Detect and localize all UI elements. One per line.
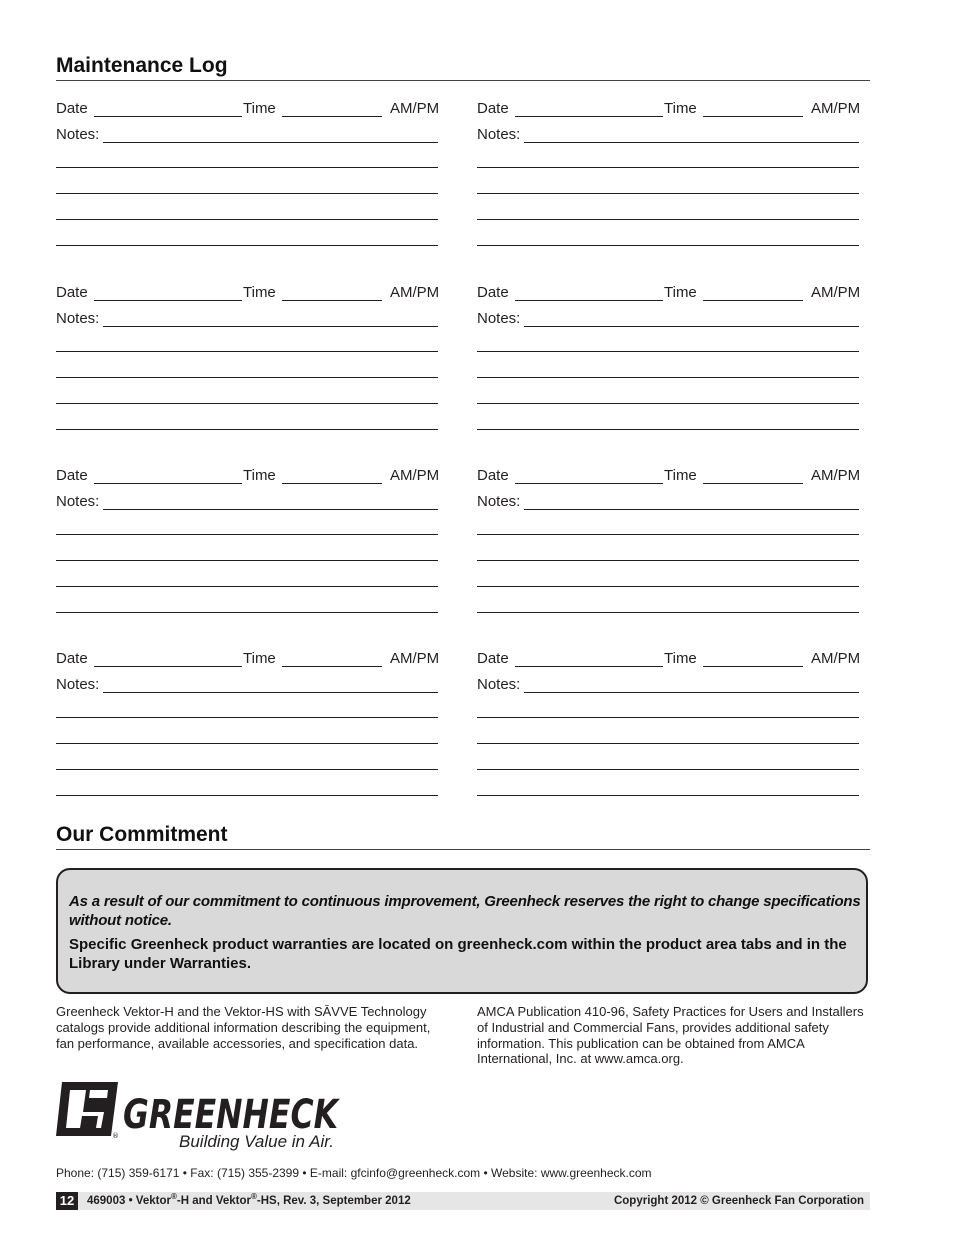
- time-field[interactable]: [703, 284, 803, 301]
- copyright: Copyright 2012 © Greenheck Fan Corporation: [613, 1195, 864, 1207]
- date-field[interactable]: [515, 467, 663, 484]
- date-field[interactable]: [94, 100, 242, 117]
- catalogs-paragraph: Greenheck Vektor-H and the Vektor-HS with SĀVVE Technology catalogs provide additional information describing the equipment, fan performance, available accessories, and specification data.: [56, 1004, 431, 1051]
- date-label: Date: [56, 284, 88, 301]
- notes-line[interactable]: [477, 167, 859, 168]
- notes-field[interactable]: [524, 493, 859, 510]
- section-divider: [56, 849, 870, 850]
- time-field[interactable]: [282, 100, 382, 117]
- notes-line[interactable]: [56, 534, 438, 535]
- notes-line[interactable]: [477, 193, 859, 194]
- date-field[interactable]: [515, 650, 663, 667]
- notes-line[interactable]: [56, 717, 438, 718]
- date-label: Date: [477, 467, 509, 484]
- date-label: Date: [56, 467, 88, 484]
- page-number: 12: [56, 1192, 78, 1210]
- notes-field[interactable]: [103, 676, 438, 693]
- notes-line[interactable]: [56, 795, 438, 796]
- notes-field[interactable]: [103, 126, 438, 143]
- notes-field[interactable]: [524, 310, 859, 327]
- log-entry: [56, 100, 446, 250]
- notes-line[interactable]: [477, 717, 859, 718]
- notes-label: Notes:: [56, 493, 100, 510]
- notes-field[interactable]: [103, 493, 438, 510]
- notes-line[interactable]: [56, 167, 438, 168]
- log-entry: [56, 284, 446, 434]
- notes-line[interactable]: [56, 351, 438, 352]
- ampm-label: AM/PM: [390, 100, 440, 117]
- notes-line[interactable]: [477, 560, 859, 561]
- notes-field[interactable]: [103, 310, 438, 327]
- notes-line[interactable]: [56, 429, 438, 430]
- notes-label: Notes:: [56, 310, 100, 327]
- notes-line[interactable]: [477, 534, 859, 535]
- time-label: Time: [664, 284, 697, 301]
- time-label: Time: [664, 650, 697, 667]
- log-entry: [477, 650, 867, 800]
- notes-line[interactable]: [477, 769, 859, 770]
- log-entry: [477, 467, 867, 617]
- notes-line[interactable]: [477, 351, 859, 352]
- time-field[interactable]: [282, 467, 382, 484]
- svg-text:GREENHECK: GREENHECK: [123, 1092, 341, 1138]
- notes-line[interactable]: [56, 219, 438, 220]
- log-entry: [56, 467, 446, 617]
- date-field[interactable]: [94, 467, 242, 484]
- date-field[interactable]: [515, 284, 663, 301]
- notes-line[interactable]: [477, 245, 859, 246]
- notes-line[interactable]: [56, 769, 438, 770]
- greenheck-logo: [56, 1082, 356, 1156]
- log-entry: [56, 650, 446, 800]
- notes-line[interactable]: [477, 377, 859, 378]
- time-label: Time: [664, 100, 697, 117]
- notes-line[interactable]: [477, 586, 859, 587]
- time-label: Time: [243, 650, 276, 667]
- log-entry: [477, 284, 867, 434]
- ampm-label: AM/PM: [811, 100, 861, 117]
- date-label: Date: [477, 284, 509, 301]
- log-entry: [477, 100, 867, 250]
- ampm-label: AM/PM: [811, 467, 861, 484]
- time-field[interactable]: [282, 284, 382, 301]
- notes-line[interactable]: [56, 377, 438, 378]
- ampm-label: AM/PM: [811, 284, 861, 301]
- notes-label: Notes:: [477, 126, 521, 143]
- notes-line[interactable]: [477, 612, 859, 613]
- warranty-statement: Specific Greenheck product warranties are located on greenheck.com within the product area tabs and in the Library under Warranties.: [69, 936, 847, 972]
- notes-line[interactable]: [56, 560, 438, 561]
- notes-line[interactable]: [477, 219, 859, 220]
- maintenance-log-title: Maintenance Log: [56, 54, 228, 77]
- ampm-label: AM/PM: [811, 650, 861, 667]
- notes-label: Notes:: [477, 676, 521, 693]
- section-divider: [56, 80, 870, 81]
- time-field[interactable]: [282, 650, 382, 667]
- commitment-box: [56, 868, 868, 994]
- notes-line[interactable]: [56, 403, 438, 404]
- notes-label: Notes:: [56, 126, 100, 143]
- date-field[interactable]: [94, 650, 242, 667]
- ampm-label: AM/PM: [390, 467, 440, 484]
- contact-info: Phone: (715) 359-6171 • Fax: (715) 355-2399 • E-mail: gfcinfo@greenheck.com • Website: www.greenheck.com: [56, 1166, 652, 1180]
- time-field[interactable]: [703, 100, 803, 117]
- time-field[interactable]: [703, 467, 803, 484]
- time-label: Time: [243, 284, 276, 301]
- notes-line[interactable]: [477, 429, 859, 430]
- our-commitment-title: Our Commitment: [56, 823, 228, 846]
- time-field[interactable]: [703, 650, 803, 667]
- ampm-label: AM/PM: [390, 650, 440, 667]
- time-label: Time: [243, 100, 276, 117]
- time-label: Time: [243, 467, 276, 484]
- notes-line[interactable]: [56, 743, 438, 744]
- notes-label: Notes:: [477, 493, 521, 510]
- date-field[interactable]: [515, 100, 663, 117]
- commitment-statement: As a result of our commitment to continuous improvement, Greenheck reserves the right to change specifications without notice.: [69, 893, 861, 929]
- date-label: Date: [477, 100, 509, 117]
- time-label: Time: [664, 467, 697, 484]
- logo-tagline: Building Value in Air.: [179, 1132, 334, 1151]
- date-label: Date: [56, 100, 88, 117]
- notes-line[interactable]: [56, 612, 438, 613]
- svg-text:®: ®: [112, 1132, 119, 1140]
- date-field[interactable]: [94, 284, 242, 301]
- document-id: 469003 • Vektor®-H and Vektor®-HS, Rev. 3, September 2012: [87, 1192, 411, 1207]
- notes-label: Notes:: [56, 676, 100, 693]
- notes-label: Notes:: [477, 310, 521, 327]
- notes-field[interactable]: [524, 676, 859, 693]
- notes-line[interactable]: [477, 743, 859, 744]
- ampm-label: AM/PM: [390, 284, 440, 301]
- date-label: Date: [477, 650, 509, 667]
- date-label: Date: [56, 650, 88, 667]
- amca-paragraph: AMCA Publication 410-96, Safety Practices for Users and Installers of Industrial and Commercial Fans, provides additional safety information. This publication can be obtained from AMCA International, Inc. at www.amca.org.: [477, 1004, 864, 1067]
- notes-line[interactable]: [477, 795, 859, 796]
- notes-field[interactable]: [524, 126, 859, 143]
- page-footer: [56, 1192, 870, 1210]
- notes-line[interactable]: [477, 403, 859, 404]
- notes-line[interactable]: [56, 245, 438, 246]
- notes-line[interactable]: [56, 193, 438, 194]
- notes-line[interactable]: [56, 586, 438, 587]
